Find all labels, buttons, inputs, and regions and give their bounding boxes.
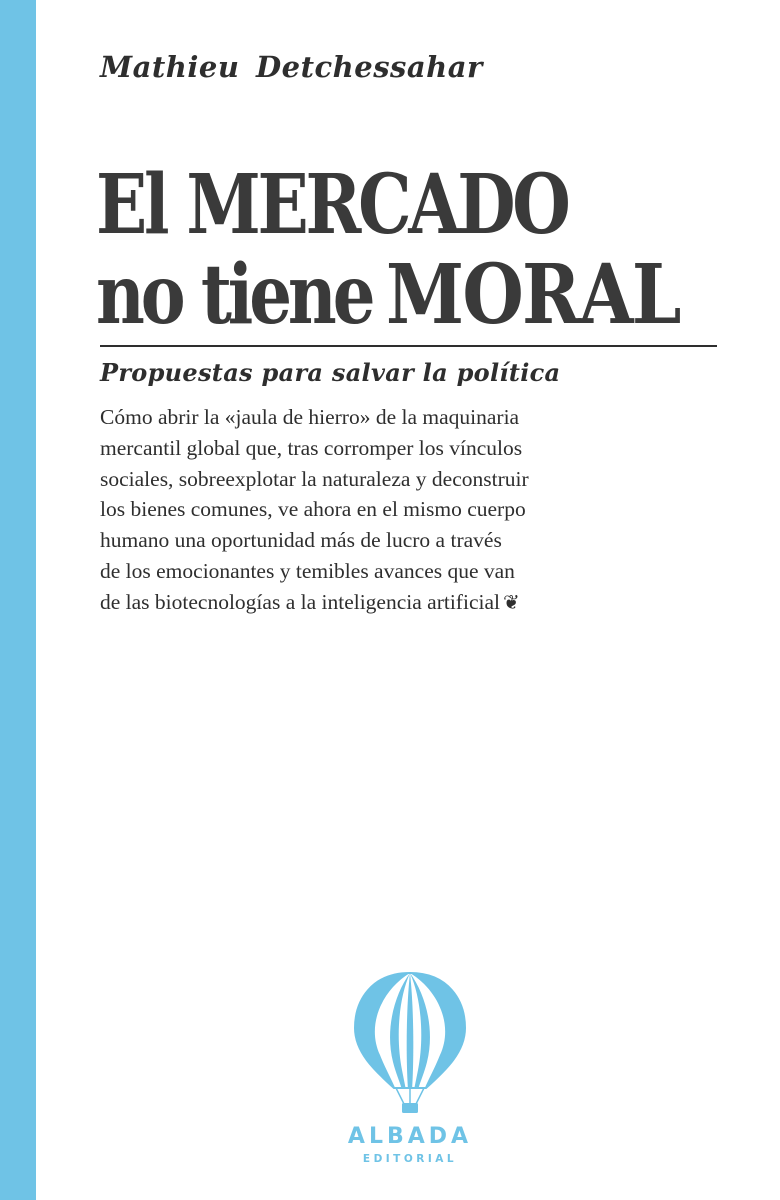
book-subtitle: Propuestas para salvar la política (100, 358, 561, 387)
blurb-line: Cómo abrir la «jaula de hierro» de la maquinaria (100, 405, 520, 429)
blurb-line-text: de las biotecnologías a la inteligencia artificial (100, 589, 500, 614)
book-title-line-2 (96, 247, 727, 343)
blurb-line: de los emocionantes y temibles avances que van (100, 558, 515, 583)
book-title-no-tiene: no tiene (96, 247, 372, 343)
cover-blurb (100, 402, 570, 619)
blurb-line: sociales, sobreexplotar la naturaleza y deconstruir (100, 466, 529, 491)
cover-spine-stripe (0, 0, 36, 1200)
blurb-line-last (100, 587, 570, 619)
hot-air-balloon-icon (352, 970, 468, 1115)
book-title-moral: MORAL (385, 247, 680, 343)
blurb-line: los bienes comunes, ve ahora en el mismo cuerpo (100, 497, 526, 522)
blurb-line: mercantil global que, tras corromper los vínculos (100, 435, 523, 460)
book-title-line-1: El MERCADO (96, 157, 568, 253)
publisher-name: ALBADA (347, 1124, 473, 1149)
fleuron-icon: ❦ (502, 591, 520, 614)
title-divider (100, 345, 717, 347)
blurb-line: humano una oportunidad más de lucro a través (100, 528, 502, 553)
author-name: Mathieu Detchessahar (100, 50, 483, 84)
publisher-subtitle: EDITORIAL (362, 1153, 458, 1165)
